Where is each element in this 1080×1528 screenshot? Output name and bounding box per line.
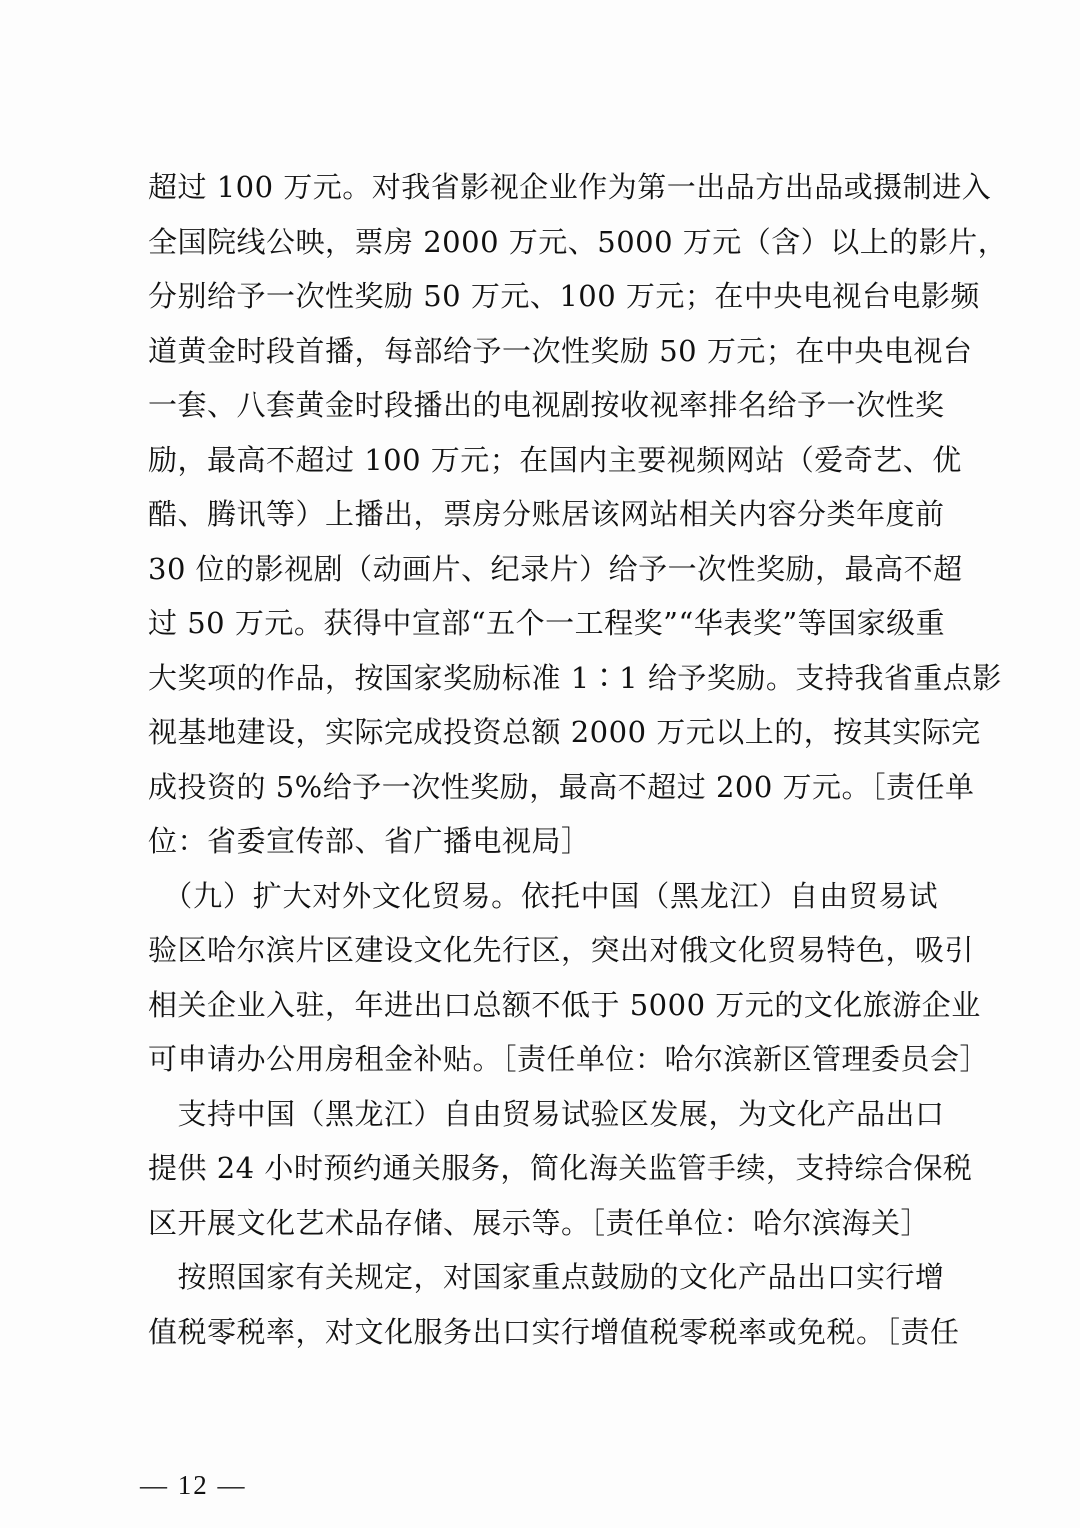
text-line: 区开展文化艺术品存储、展示等。［责任单位：哈尔滨海关］: [148, 1205, 931, 1240]
text-line: 超过 100 万元。对我省影视企业作为第一出品方出品或摄制进入: [148, 170, 992, 204]
text-line: 大奖项的作品，按国家奖励标准 1∶1 给予奖励。支持我省重点影: [148, 660, 1002, 695]
text-line: 道黄金时段首播，每部给予一次性奖励 50 万元；在中央电视台: [148, 333, 973, 368]
text-line: 励，最高不超过 100 万元；在国内主要视频网站（爱奇艺、优: [148, 442, 962, 477]
text-line: 分别给予一次性奖励 50 万元、100 万元；在中央电视台电影频: [148, 279, 980, 313]
text-line: 值税零税率，对文化服务出口实行增值税零税率或免税。［责任: [148, 1314, 960, 1349]
text-line: 一套、八套黄金时段播出的电视剧按收视率排名给予一次性奖: [148, 388, 945, 422]
text-line: 位：省委宣传部、省广播电视局］: [148, 824, 591, 858]
text-line: 酷、腾讯等）上播出，票房分账居该网站相关内容分类年度前: [148, 497, 945, 531]
text-line: 按照国家有关规定，对国家重点鼓励的文化产品出口实行增: [148, 1260, 945, 1294]
text-line: 提供 24 小时预约通关服务，简化海关监管手续，支持综合保税: [148, 1151, 973, 1185]
page-number: — 12 —: [140, 1470, 247, 1500]
text-line: 验区哈尔滨片区建设文化先行区，突出对俄文化贸易特色，吸引: [148, 933, 975, 967]
text-line: 过 50 万元。获得中宣部“五个一工程奖”“华表奖”等国家级重: [148, 606, 946, 640]
text-line: （九）扩大对外文化贸易。依托中国（黑龙江）自由贸易试: [148, 878, 938, 913]
text-line: 全国院线公映，票房 2000 万元、5000 万元（含）以上的影片，: [148, 224, 1008, 259]
text-line: 相关企业入驻，年进出口总额不低于 5000 万元的文化旅游企业: [148, 987, 981, 1022]
body-text: [148, 160, 1008, 1359]
text-line: 30 位的影视剧（动画片、纪录片）给予一次性奖励，最高不超: [148, 551, 963, 586]
text-line: 成投资的 5%给予一次性奖励，最高不超过 200 万元。［责任单: [148, 769, 975, 804]
text-line: 视基地建设，实际完成投资总额 2000 万元以上的，按其实际完: [148, 715, 981, 749]
text-line: 支持中国（黑龙江）自由贸易试验区发展，为文化产品出口: [148, 1096, 945, 1131]
text-line: 可申请办公用房租金补贴。［责任单位：哈尔滨新区管理委员会］: [148, 1042, 990, 1076]
